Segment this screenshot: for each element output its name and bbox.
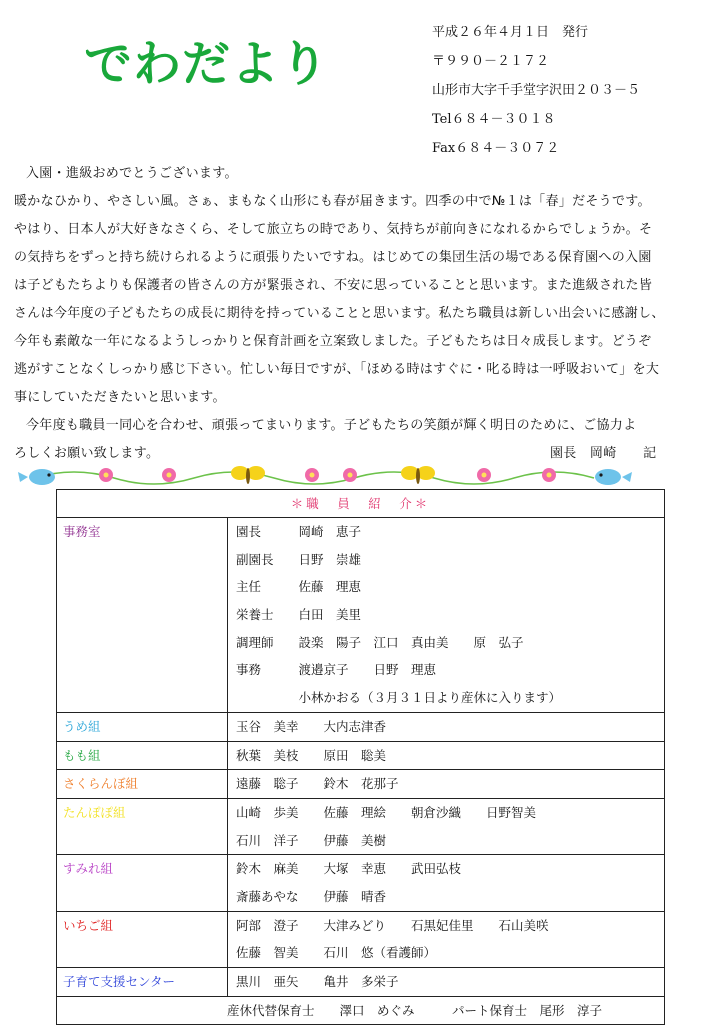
member-list — [228, 712, 665, 741]
butterfly-icon — [231, 466, 265, 484]
member-line: 阿部 澄子 大津みどり 石黒妃佳里 石山美咲 — [236, 917, 549, 933]
member-line: 産休代替保育士 澤口 めぐみ パート保育士 尾形 淳子 — [227, 1002, 603, 1018]
table-row — [57, 968, 665, 997]
message-line: やはり、日本人が大好きなさくら、そして旅立ちの時であり、気持ちが前向きになれるからでしょうか。そ — [14, 222, 653, 237]
message-line: 逃がすことなくしっかり感じ下さい。忙しい毎日ですが、「ほめる時はすぐに・叱る時は一呼吸おいて」を大 — [14, 362, 660, 377]
flower-icon — [477, 468, 491, 482]
address: 山形市大字千手堂字沢田２０３－５ — [432, 83, 641, 98]
member-line: 主任 佐藤 理恵 — [236, 579, 362, 595]
member-line: 佐藤 智美 石川 悠（看護師） — [236, 945, 437, 961]
member-line: 玉谷 美幸 大内志津香 — [236, 718, 387, 734]
class-name-momo: もも組 — [57, 741, 228, 770]
member-line: 鈴木 麻美 大塚 幸恵 武田弘枝 — [236, 861, 462, 877]
flower-icon — [305, 468, 319, 482]
member-line: 山崎 歩美 佐藤 理絵 朝倉沙織 日野智美 — [236, 804, 537, 820]
member-line: 副園長 日野 崇雄 — [236, 551, 362, 567]
fax: Fax６８４－３０７２ — [432, 141, 560, 156]
flower-icon — [343, 468, 357, 482]
member-line: 調理師 設楽 陽子 江口 真由美 原 弘子 — [236, 634, 524, 650]
closing-text: ろしくお願い致します。 — [14, 446, 160, 461]
member-line: 小林かおる（３月３１日より産休に入ります） — [236, 690, 562, 706]
member-line: 栄養士 白田 美里 — [236, 607, 362, 623]
flower-icon — [99, 468, 113, 482]
member-list — [228, 741, 665, 770]
class-name-sakuranbo: さくらんぼ組 — [57, 770, 228, 799]
message-line: さんは今年度の子どもたちの成長に期待を持っていることと思います。私たち職員は新しい出会いに感謝し、 — [14, 306, 665, 321]
member-list — [228, 770, 665, 799]
telephone: Tel６８４－３０１８ — [432, 112, 556, 127]
table-row — [57, 712, 665, 741]
table-row — [57, 911, 665, 967]
table-row — [57, 855, 665, 911]
postal-code: 〒９９０－２１７２ — [432, 54, 550, 69]
table-title: ＊職 員 紹 介＊ — [57, 490, 665, 518]
member-line: 石川 洋子 伊藤 美樹 — [236, 832, 387, 848]
member-line: 園長 岡崎 恵子 — [236, 524, 362, 539]
member-line: 秋葉 美枝 原田 聡美 — [236, 747, 387, 763]
member-list — [228, 911, 665, 967]
butterfly-icon — [401, 466, 435, 484]
class-name-office: 事務室 — [57, 518, 228, 713]
message-line: 入園・進級おめでとうございます。 — [26, 166, 238, 181]
message-line: は子どもたちよりも保護者の皆さんの方が緊張され、不安に思っていることと思います。また進級された皆 — [14, 278, 653, 293]
message-line: の気持ちをずっと持ち続けられるように頑張りたいですね。はじめての集団生活の場である保育園への入園 — [14, 250, 652, 265]
flower-border-decoration — [14, 462, 634, 488]
member-list — [228, 798, 665, 854]
bird-icon — [18, 469, 55, 485]
message-line: 事にしていただきたいと思います。 — [14, 390, 226, 405]
table-title-row — [57, 490, 665, 518]
publisher-info — [432, 18, 697, 163]
signature: 園長 岡崎 記 — [550, 446, 657, 461]
table-row — [57, 518, 665, 713]
message-line: 今年度も職員一同心を合わせ、頑張ってまいります。子どもたちの笑顔が輝く明日のために、ご協力よ — [26, 418, 637, 433]
member-list — [228, 968, 665, 997]
class-name-tanpopo: たんぽぽ組 — [57, 798, 228, 854]
message-line: 今年も素敵な一年になるようしっかりと保育計画を立案致しました。子どもたちは日々成長します。どうぞ — [14, 334, 652, 349]
table-row — [57, 741, 665, 770]
member-list — [228, 855, 665, 911]
member-line: 事務 渡邉京子 日野 理恵 — [236, 662, 437, 678]
flower-icon — [162, 468, 176, 482]
table-row — [57, 770, 665, 799]
table-row — [57, 798, 665, 854]
member-line: 黒川 亜矢 亀井 多栄子 — [236, 974, 399, 989]
bird-icon — [595, 469, 632, 485]
member-list — [228, 518, 665, 713]
member-line: 遠藤 聡子 鈴木 花那子 — [236, 776, 399, 792]
newsletter-title: でわだより — [84, 36, 330, 92]
greeting-message — [14, 160, 694, 468]
class-name-ume: うめ組 — [57, 712, 228, 741]
table-footer-row — [57, 996, 665, 1025]
member-line: 斎藤あやな 伊藤 晴香 — [236, 888, 387, 904]
issue-date: 平成２６年４月１日 発行 — [432, 25, 589, 40]
class-name-support-center: 子育て支援センター — [57, 968, 228, 997]
class-name-sumire: すみれ組 — [57, 855, 228, 911]
class-name-ichigo: いちご組 — [57, 911, 228, 967]
staff-introduction-table — [56, 489, 665, 1025]
message-line: 暖かなひかり、やさしい風。さぁ、まもなく山形にも春が届きます。四季の中で№１は「春」だそうです。 — [14, 194, 651, 209]
flower-icon — [542, 468, 556, 482]
substitute-staff — [57, 996, 665, 1025]
